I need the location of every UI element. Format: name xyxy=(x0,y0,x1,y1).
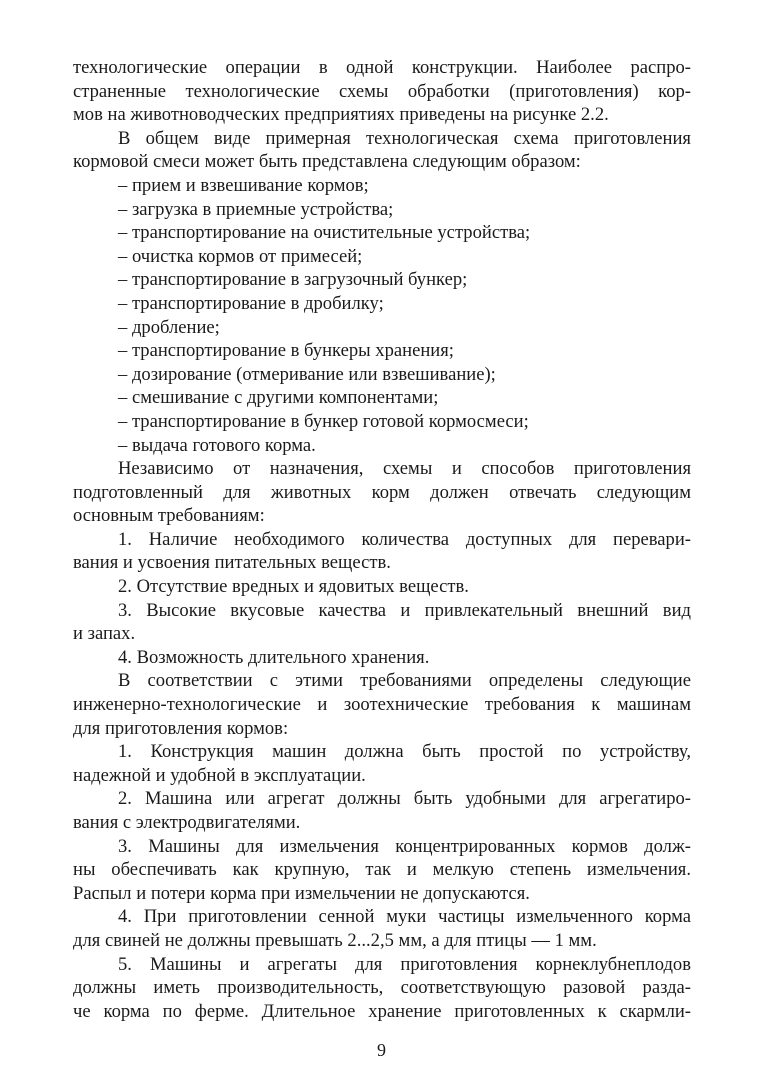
list-item: – прием и взвешивание кормов; xyxy=(118,174,369,196)
list-item: – транспортирование в загрузочный бункер; xyxy=(118,269,468,291)
requirements-intro-paragraph xyxy=(73,457,691,528)
text-line: Распыл и потери корма при измельчении не допускаются. xyxy=(73,882,530,904)
text-line: 3. Машины для измельчения концентрированных кормов долж- xyxy=(118,835,691,857)
text-line: должны иметь производительность, соответствующую разовой разда- xyxy=(73,977,691,999)
list-item: – очистка кормов от примесей; xyxy=(118,245,363,267)
feed-requirement-2 xyxy=(73,575,691,599)
feed-requirement-4 xyxy=(73,646,691,670)
text-line: инженерно-технологические и зоотехнические требования к машинам xyxy=(73,694,691,716)
text-line: вания с электродвигателями. xyxy=(73,812,301,833)
text-line: ны обеспечивать как крупную, так и мелкую степень измельчения. xyxy=(73,859,691,881)
machine-requirement-1 xyxy=(73,740,691,787)
text-line: кормовой смеси может быть представлена следующим образом: xyxy=(73,151,581,173)
intro-paragraph xyxy=(73,56,691,127)
text-line: 4. При приготовлении сенной муки частицы измельченного корма xyxy=(118,906,691,928)
list-item: – смешивание с другими компонентами; xyxy=(118,387,439,409)
text-line: для приготовления кормов: xyxy=(73,717,289,739)
text-line: страненные технологические схемы обработки (приготовления) кор- xyxy=(73,80,691,102)
text-line: надежной и удобной в эксплуатации. xyxy=(73,764,366,786)
list-item: – транспортирование в дробилку; xyxy=(118,292,384,314)
text-line: 3. Высокие вкусовые качества и привлекательный внешний вид xyxy=(118,599,691,621)
list-item: – транспортирование на очистительные устройства; xyxy=(118,222,531,244)
feed-requirement-1 xyxy=(73,528,691,575)
text-line: В общем виде примерная технологическая схема приготовления xyxy=(118,127,691,149)
text-line: 2. Отсутствие вредных и ядовитых веществ. xyxy=(118,576,469,598)
feed-requirement-3 xyxy=(73,599,691,646)
scheme-intro-paragraph xyxy=(73,127,691,174)
page-body xyxy=(73,56,691,1023)
text-line: че корма по ферме. Длительное хранение приготовленных к скармли- xyxy=(73,1000,691,1022)
machine-requirement-5 xyxy=(73,953,691,1024)
text-line: 5. Машины и агрегаты для приготовления корнеклубнеплодов xyxy=(118,953,691,975)
text-line: В соответствии с этими требованиями определены следующие xyxy=(118,670,691,692)
list-item: – дробление; xyxy=(118,316,220,338)
text-line: основным требованиям: xyxy=(73,505,265,527)
list-item: – дозирование (отмеривание или взвешивание); xyxy=(118,363,496,385)
text-line: 1. Наличие необходимого количества доступных для перевари- xyxy=(118,528,691,550)
text-line: 4. Возможность длительного хранения. xyxy=(118,646,430,668)
list-item: – транспортирование в бункер готовой кормосмеси; xyxy=(118,410,529,432)
text-line: и запах. xyxy=(73,623,136,645)
list-item: – загрузка в приемные устройства; xyxy=(118,198,394,220)
machine-requirement-2 xyxy=(73,787,691,834)
text-line: технологические операции в одной конструкции. Наиболее распро- xyxy=(73,57,691,78)
scheme-steps-list xyxy=(73,174,691,457)
text-line: для свиней не должны превышать 2...2,5 мм, а для птицы — 1 мм. xyxy=(73,929,597,951)
list-item: – транспортирование в бункеры хранения; xyxy=(118,340,454,362)
page-number: 9 xyxy=(377,1040,386,1060)
machine-requirement-4 xyxy=(73,905,691,952)
list-item: – выдача готового корма. xyxy=(118,434,316,456)
machine-intro-paragraph xyxy=(73,669,691,740)
text-line: мов на животноводческих предприятиях приведены на рисунке 2.2. xyxy=(73,104,609,126)
machine-requirement-3 xyxy=(73,835,691,906)
text-line: 2. Машина или агрегат должны быть удобными для агрегатиро- xyxy=(118,788,691,810)
text-line: подготовленный для животных корм должен отвечать следующим xyxy=(73,481,691,503)
text-line: вания и усвоения питательных веществ. xyxy=(73,552,391,574)
text-line: 1. Конструкция машин должна быть простой по устройству, xyxy=(118,741,691,763)
text-line: Независимо от назначения, схемы и способов приготовления xyxy=(118,458,691,480)
